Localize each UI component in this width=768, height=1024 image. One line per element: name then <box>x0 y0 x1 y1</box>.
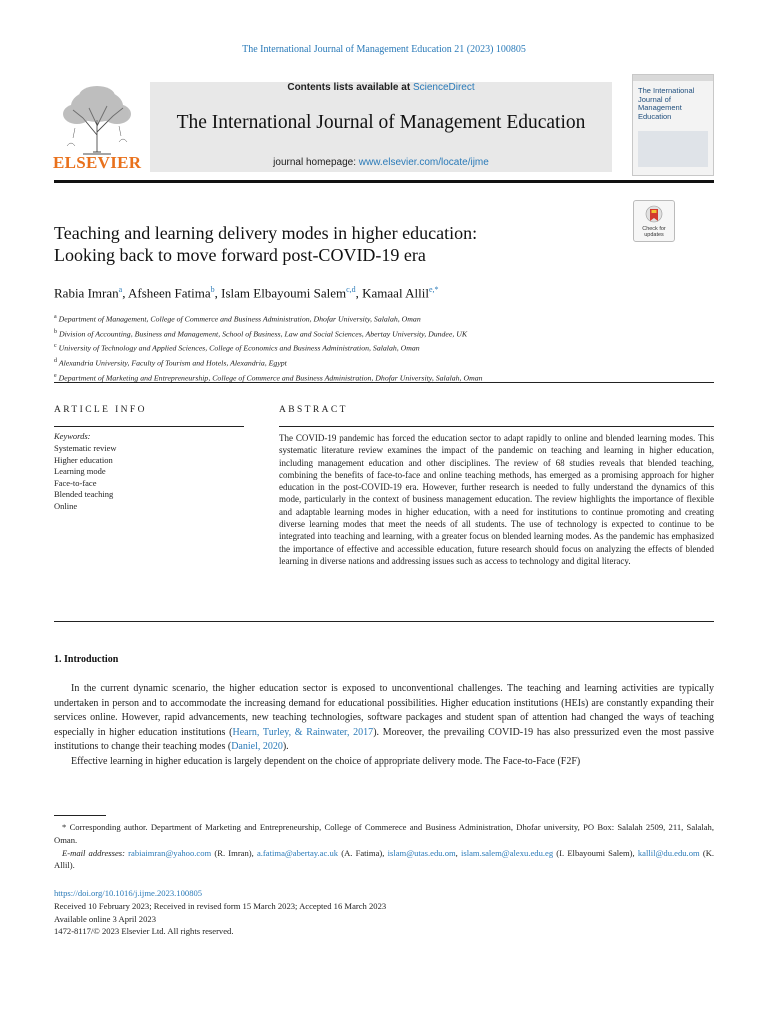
affiliation-text: University of Technology and Applied Sciences, College of Economics and Business Administration, Salalah, Oman <box>58 343 420 353</box>
email-link[interactable]: rabiaimran@yahoo.com <box>128 847 212 858</box>
author-affil-link[interactable]: a <box>118 285 123 294</box>
available-online: Available online 3 April 2023 <box>54 913 156 924</box>
contents-prefix: Contents lists available at <box>287 82 413 93</box>
homepage-line <box>150 157 612 168</box>
keyword: Blended teaching <box>54 489 114 500</box>
email-owner: (I. Elbayoumi Salem), <box>556 847 635 858</box>
email-owner: (K. Allil). <box>54 847 715 871</box>
affiliation-marker: b <box>54 328 57 335</box>
header-rule <box>54 180 714 183</box>
email-link[interactable]: islam.salem@alexu.edu.eg <box>460 847 554 858</box>
front-matter-rule <box>54 382 714 383</box>
article-title-line-2: Looking back to move forward post-COVID-19 era <box>54 245 426 265</box>
journal-cover-thumbnail[interactable] <box>632 74 714 176</box>
affiliation-item <box>54 340 714 355</box>
affiliation-item <box>54 355 714 370</box>
affiliation-text: Alexandria University, Faculty of Tourism and Hotels, Alexandria, Egypt <box>58 358 287 368</box>
affiliation-text: Department of Management, College of Commerce and Business Administration, Dhofar University, Salalah, Oman <box>58 314 421 324</box>
keyword: Learning mode <box>54 466 106 477</box>
journal-title: The International Journal of Management Education <box>176 112 586 133</box>
text-run: In the current dynamic scenario, the higher education sector is exposed to unconventional challenges. The teaching and learning activities are typically undertaken in person and to accommodate the increasing demand for educational possibilities. Higher education institutions (HEIs) are constantly expanding their services online. However, rapid advancements, new teaching technologies, software packages and student span of attention had changed the ways of teaching especially in higher education institutions ( <box>54 683 714 738</box>
affiliation-item <box>54 326 714 341</box>
check-for-updates-badge[interactable] <box>633 200 675 242</box>
affiliation-text: Department of Marketing and Entrepreneurship, College of Commerce and Business Administration, Dhofar University, Salalah, Oman <box>58 373 483 383</box>
cover-title: The International Journal of Management Education <box>638 86 695 121</box>
email-label: E-mail addresses: <box>62 847 125 858</box>
homepage-prefix: journal homepage: <box>273 157 359 168</box>
paragraph: Effective learning in higher education is largely dependent on the choice of appropriate delivery mode. The Face-to-Face (F2F) <box>71 755 581 767</box>
email-owner: (A. Fatima), <box>341 847 385 858</box>
article-title-line-1: Teaching and learning delivery modes in higher education: <box>54 223 478 243</box>
author-name: Kamaal Allil <box>362 285 429 301</box>
affiliations <box>54 311 714 384</box>
author-name: Rabia Imran <box>54 285 119 301</box>
sciencedirect-link[interactable]: ScienceDirect <box>412 82 475 93</box>
crossmark-label: Check for updates <box>642 226 666 238</box>
abstract-bottom-rule <box>54 621 714 622</box>
text-run: ). <box>282 741 289 753</box>
affiliation-item <box>54 311 714 326</box>
author-name: Afsheen Fatima <box>127 285 211 301</box>
keywords-list <box>54 443 117 513</box>
publication-info <box>54 887 714 938</box>
copyright-line: 1472-8117/© 2023 Elsevier Ltd. All rights reserved. <box>54 926 234 937</box>
paragraph <box>54 682 714 755</box>
citation-link[interactable]: Hearn, Turley, & Rainwater, 2017 <box>232 726 374 738</box>
corresponding-author-note: * Corresponding author. Department of Marketing and Entrepreneurship, College of Commerece and Business Administration, Dhofar university, PO Box: Salalah 2509, 211, Salalah, Oman. <box>54 822 714 845</box>
citation-link[interactable]: Daniel, 2020 <box>231 741 283 753</box>
abstract-text: The COVID-19 pandemic has forced the education sector to adapt rapidly to online and blended learning modes. This systematic literature review examines the impact of the pandemic on teaching and learning in higher education, including management education and other disciplines. The review of 68 studies reveals that blended teaching, combining the benefits of face-to-face and online teaching methods, has emerged as a promising approach for higher education in the post-COVID-19 era. However, further research is needed to fully understand the dynamics of this mode, particularly in the context of business management education. The review highlights the importance of flexible and adaptable learning modes in higher education, with a need for institutions to continue promoting and creating diverse learning modes that meet the needs of all students. The use of technology is expected to continue to be integrated into teaching and learning, with a greater focus on blended learning modes. As the pandemic has emphasized the importance of effective and accessible education, future research should focus on analyzing the effects of blended learning in diverse nations and addressing issues such as access to technology and digital literacy. <box>279 433 714 566</box>
keyword: Systematic review <box>54 443 117 453</box>
keyword: Online <box>54 500 78 511</box>
author-list: Rabia Imran$^a$, Afsheen Fatima$^b$, Islam Elbayoumi Salem$^{c,d}$, Kamaal Allil$^{e,*}$ <box>54 285 439 301</box>
affiliation-text: Division of Accounting, Business and Management, School of Business, Law and Social Sciences, Abertay University, Dundee, UK <box>58 329 468 339</box>
author-affil-link[interactable]: e,* <box>428 285 439 294</box>
email-link[interactable]: kallil@du.edu.om <box>637 847 700 858</box>
author-affil-link[interactable]: b <box>210 285 215 294</box>
email-link[interactable]: islam@utas.edu.om <box>387 847 456 858</box>
affiliation-marker: e <box>54 372 57 379</box>
contents-line <box>150 82 612 93</box>
email-owner: , <box>455 847 458 858</box>
article-info-rule <box>54 426 244 427</box>
section-heading-introduction: 1. Introduction <box>54 654 119 665</box>
homepage-link[interactable]: www.elsevier.com/locate/ijme <box>358 157 489 168</box>
text-run: ). Moreover, the prevailing COVID-19 has also pressurized even the most passive institutions to change their teaching modes ( <box>54 726 714 753</box>
keyword: Face-to-face <box>54 477 97 488</box>
doi-link[interactable]: https://doi.org/10.1016/j.ijme.2023.100805 <box>54 888 203 898</box>
introduction-body <box>54 682 714 770</box>
email-owner: (R. Imran), <box>214 847 254 858</box>
publisher-wordmark: ELSEVIER <box>53 153 142 172</box>
author-name: Islam Elbayoumi Salem <box>221 285 347 301</box>
keywords-label: Keywords: <box>54 431 91 441</box>
received-dates: Received 10 February 2023; Received in revised form 15 March 2023; Accepted 16 March 2023 <box>54 900 387 911</box>
affiliation-marker: a <box>54 314 57 320</box>
keyword: Higher education <box>54 454 113 465</box>
email-link[interactable]: a.fatima@abertay.ac.uk <box>256 847 339 858</box>
affiliation-marker: d <box>54 358 57 365</box>
footnotes <box>54 821 714 872</box>
email-addresses <box>54 847 714 873</box>
abstract-rule <box>279 426 714 427</box>
abstract-heading: ABSTRACT <box>279 405 348 415</box>
crossmark-icon <box>645 205 663 225</box>
affiliation-marker: c <box>54 343 57 350</box>
footnote-rule <box>54 815 106 816</box>
article-title <box>54 222 614 266</box>
author-affil-link[interactable]: c,d <box>346 285 356 294</box>
article-info-heading: ARTICLE INFO <box>54 405 147 415</box>
running-head[interactable]: The International Journal of Management Education 21 (2023) 100805 <box>242 44 526 55</box>
